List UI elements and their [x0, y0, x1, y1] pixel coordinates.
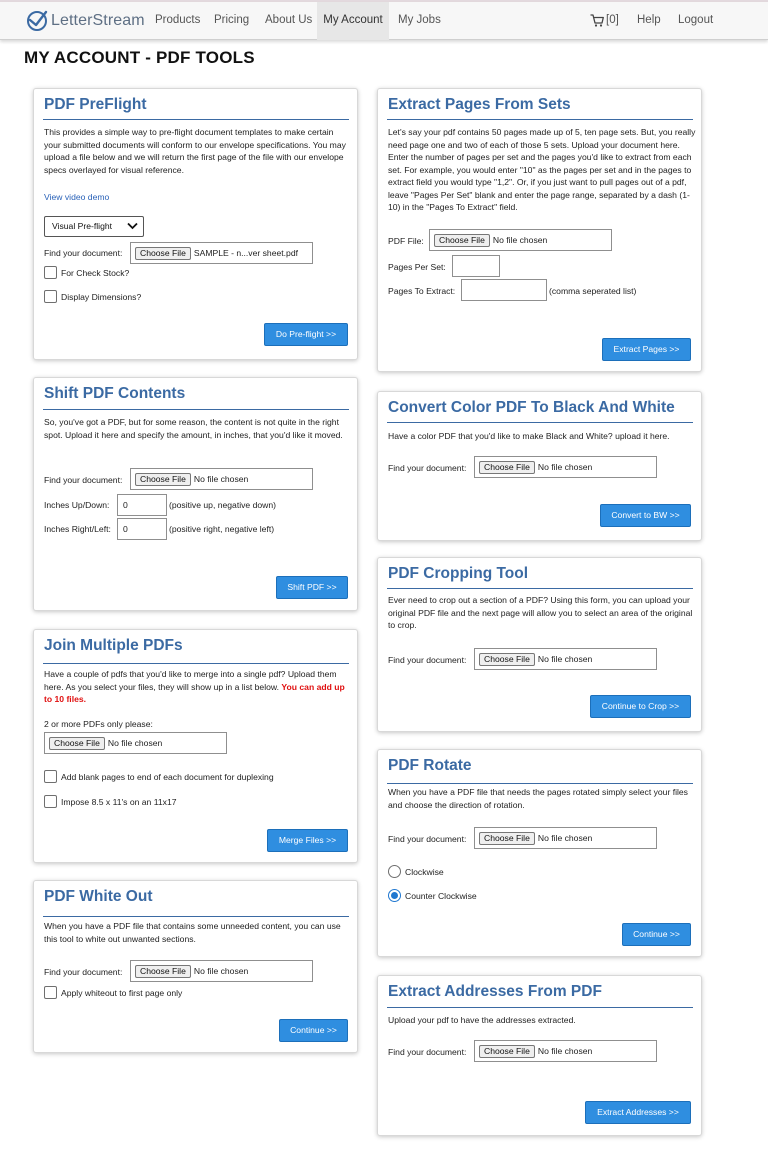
choose-file-button[interactable]: Choose File [434, 234, 490, 247]
select-value: Visual Pre-flight [52, 221, 113, 231]
file-name: No file chosen [537, 654, 593, 664]
file-limit-warning: You can add up to 10 files. [44, 681, 345, 704]
title-rule [387, 783, 693, 784]
panel-pdf-preflight [33, 88, 358, 360]
title-rule [43, 409, 349, 410]
pdf-file-label: PDF File: [388, 236, 424, 246]
panel-title: PDF White Out [44, 888, 153, 905]
display-dimensions-checkbox[interactable] [44, 290, 57, 303]
panel-title: Join Multiple PDFs [44, 637, 183, 654]
counter-clockwise-label: Counter Clockwise [405, 891, 477, 901]
panel-pdf-rotate [377, 749, 702, 957]
pages-per-set-label: Pages Per Set: [388, 262, 446, 272]
find-document-label: Find your document: [44, 248, 123, 258]
impose-checkbox[interactable] [44, 795, 57, 808]
display-dimensions-label: Display Dimensions? [61, 292, 142, 302]
file-name: No file chosen [537, 833, 593, 843]
panel-extract-addresses [377, 975, 702, 1136]
blank-pages-label: Add blank pages to end of each document for duplexing [61, 772, 274, 782]
choose-file-button[interactable]: Choose File [135, 473, 191, 486]
shift-pdf-button[interactable]: Shift PDF >> [276, 576, 348, 599]
description-text: Have a couple of pdfs that you'd like to merge into a single pdf? Upload them here. As you select your files, they will show up in a list below. [44, 669, 337, 692]
preflight-mode-select[interactable] [44, 216, 144, 237]
document-file-input[interactable] [474, 456, 657, 478]
pdf-file-input[interactable] [429, 229, 612, 251]
choose-file-button[interactable]: Choose File [135, 965, 191, 978]
view-video-demo-link[interactable]: View video demo [44, 192, 110, 202]
panel-title: PDF Rotate [388, 757, 472, 774]
title-rule [43, 916, 349, 917]
title-rule [387, 119, 693, 120]
document-file-input[interactable] [474, 827, 657, 849]
choose-file-button[interactable]: Choose File [479, 1045, 535, 1058]
file-name: No file chosen [193, 966, 249, 976]
panel-cropping-tool [377, 557, 702, 732]
check-stock-label: For Check Stock? [61, 268, 130, 278]
inches-rightleft-label: Inches Right/Left: [44, 524, 111, 534]
convert-bw-button[interactable]: Convert to BW >> [600, 504, 691, 527]
panel-description: This provides a simple way to pre-flight document templates to make certain your submitted documents will conform to our envelope specifications. You may upload a file below and we will return the first page of the file with our envelope specs overlayed for visual reference. [44, 127, 346, 175]
panel-join-pdfs [33, 629, 358, 863]
continue-to-crop-button[interactable]: Continue to Crop >> [590, 695, 691, 718]
min-files-label: 2 or more PDFs only please: [44, 719, 153, 729]
extract-pages-button[interactable]: Extract Pages >> [602, 338, 691, 361]
nav-my-jobs[interactable]: My Jobs [398, 14, 441, 26]
inches-rightleft-hint: (positive right, negative left) [169, 524, 275, 534]
panel-description: Ever need to crop out a section of a PDF? Using this form, you can upload your original PDF file and the next page will allow you to select an area of the original to crop. [388, 595, 693, 630]
inches-updown-input[interactable]: 0 [117, 494, 167, 516]
first-page-checkbox[interactable] [44, 986, 57, 999]
panel-title: PDF PreFlight [44, 96, 147, 113]
title-rule [43, 663, 349, 664]
inches-updown-label: Inches Up/Down: [44, 500, 110, 510]
nav-logout[interactable]: Logout [678, 14, 714, 26]
choose-file-button[interactable]: Choose File [479, 461, 535, 474]
choose-file-button[interactable]: Choose File [135, 247, 191, 260]
rotate-continue-button[interactable]: Continue >> [622, 923, 691, 946]
first-page-label: Apply whiteout to first page only [61, 988, 183, 998]
nav-my-account[interactable]: My Account [317, 2, 389, 40]
title-rule [387, 588, 693, 589]
panel-description: Let's say your pdf contains 50 pages made up of 5, ten page sets. But, you really need page one and two of each of those 5 sets. Upload your document here. Enter the number of pages per set and the pages you'd like to extract from each set. For example, you would enter "10" as the pages per set and in the pages to extract field you would type "1,2". Or, if you just want to pull pages out of a pdf, leave "Pages Per Set" blank and enter the page range, separated by a dash (1-10) in the "Pages To Extract" field. [388, 127, 696, 212]
panel-description: When you have a PDF file that contains some unneeded content, you can use this tool to white out unwanted sections. [44, 921, 341, 944]
inches-rightleft-input[interactable]: 0 [117, 518, 167, 540]
clockwise-label: Clockwise [405, 867, 444, 877]
panel-convert-bw [377, 391, 702, 541]
cart-count[interactable]: [0] [606, 14, 619, 26]
find-document-label: Find your document: [388, 1047, 467, 1057]
whiteout-continue-button[interactable]: Continue >> [279, 1019, 348, 1042]
file-name: No file chosen [193, 474, 249, 484]
page-title: MY ACCOUNT - PDF TOOLS [24, 48, 255, 67]
title-rule [387, 422, 693, 423]
letterstream-logo-icon [26, 10, 48, 32]
pages-per-set-input[interactable] [452, 255, 500, 277]
cart-icon[interactable] [590, 14, 604, 27]
pages-to-extract-hint: (comma seperated list) [549, 286, 637, 296]
document-file-input[interactable] [474, 648, 657, 670]
merge-files-button[interactable]: Merge Files >> [267, 829, 348, 852]
logo-text: LetterStream [51, 12, 145, 29]
file-name: SAMPLE - n...ver sheet.pdf [193, 248, 298, 258]
nav-pricing[interactable]: Pricing [214, 14, 250, 26]
nav-about-us[interactable]: About Us [265, 14, 313, 26]
document-file-input[interactable] [130, 242, 313, 264]
check-stock-checkbox[interactable] [44, 266, 57, 279]
counter-clockwise-radio[interactable] [388, 889, 401, 902]
panel-description: Upload your pdf to have the addresses extracted. [388, 1015, 576, 1025]
find-document-label: Find your document: [388, 834, 467, 844]
panel-title: Shift PDF Contents [44, 385, 186, 402]
panel-description: So, you've got a PDF, but for some reason, the content is not quite in the right spot. Upload it here and specify the amount, in inches, that you'd like it moved. [44, 417, 343, 440]
nav-products[interactable]: Products [155, 14, 201, 26]
do-preflight-button[interactable]: Do Pre-flight >> [264, 323, 348, 346]
find-document-label: Find your document: [388, 655, 467, 665]
panel-shift-pdf [33, 377, 358, 611]
impose-label: Impose 8.5 x 11's on an 11x17 [61, 797, 177, 807]
file-name: No file chosen [492, 235, 548, 245]
title-rule [43, 119, 349, 120]
top-navbar [0, 2, 768, 40]
document-file-input[interactable] [474, 1040, 657, 1062]
panel-title: PDF Cropping Tool [388, 565, 529, 582]
blank-pages-checkbox[interactable] [44, 770, 57, 783]
title-rule [387, 1007, 693, 1008]
document-file-input[interactable] [130, 468, 313, 490]
clockwise-radio[interactable] [388, 865, 401, 878]
panel-title: Extract Pages From Sets [388, 96, 571, 113]
nav-help[interactable]: Help [637, 14, 661, 26]
inches-updown-hint: (positive up, negative down) [169, 500, 277, 510]
find-document-label: Find your document: [44, 475, 123, 485]
find-document-label: Find your document: [388, 463, 467, 473]
choose-file-button[interactable]: Choose File [479, 653, 535, 666]
file-name: No file chosen [107, 738, 163, 748]
panel-title: Extract Addresses From PDF [388, 983, 602, 1000]
choose-file-button[interactable]: Choose File [49, 737, 105, 750]
panel-pdf-whiteout [33, 880, 358, 1053]
pdf-files-input[interactable] [44, 732, 227, 754]
chevron-down-icon [127, 222, 138, 230]
file-name: No file chosen [537, 462, 593, 472]
choose-file-button[interactable]: Choose File [479, 832, 535, 845]
find-document-label: Find your document: [44, 967, 123, 977]
panel-description: Have a color PDF that you'd like to make Black and White? upload it here. [388, 431, 670, 441]
file-name: No file chosen [537, 1046, 593, 1056]
panel-title: Convert Color PDF To Black And White [388, 399, 675, 416]
logo[interactable] [26, 9, 145, 33]
pages-to-extract-input[interactable] [461, 279, 547, 301]
extract-addresses-button[interactable]: Extract Addresses >> [585, 1101, 691, 1124]
panel-extract-pages [377, 88, 702, 372]
pages-to-extract-label: Pages To Extract: [388, 286, 456, 296]
document-file-input[interactable] [130, 960, 313, 982]
panel-description [44, 668, 352, 706]
panel-description: When you have a PDF file that needs the pages rotated simply select your files and choose the direction of rotation. [388, 787, 688, 810]
